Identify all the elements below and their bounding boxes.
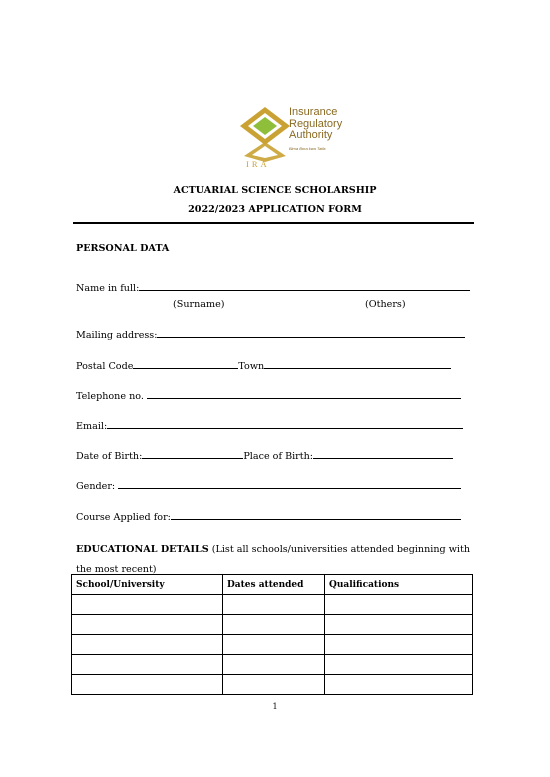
town-label: Town	[238, 361, 265, 372]
name-row	[76, 281, 470, 294]
email-label: Email:	[76, 421, 108, 432]
page-number: 1	[272, 702, 278, 711]
education-table	[71, 574, 473, 695]
school-cell[interactable]	[72, 595, 223, 615]
logo-acronym: IRA	[246, 159, 270, 169]
form-title: ACTUARIAL SCIENCE SCHOLARSHIP	[173, 185, 377, 196]
logo-tagline: Bima Bora kwa Taifa	[289, 146, 326, 151]
qualifications-cell[interactable]	[325, 655, 473, 675]
dates-cell[interactable]	[223, 635, 325, 655]
table-row	[72, 655, 473, 675]
title-rule	[73, 222, 474, 224]
telephone-field[interactable]	[147, 389, 461, 399]
table-row	[72, 595, 473, 615]
dob-label: Date of Birth:	[76, 451, 143, 462]
name-field[interactable]	[139, 281, 470, 291]
gender-row	[76, 479, 461, 492]
logo-name-line2: Regulatory	[289, 117, 343, 130]
telephone-row	[76, 389, 461, 402]
logo-name-line1: Insurance	[289, 106, 338, 118]
course-field[interactable]	[171, 510, 461, 520]
column-school: School/University	[72, 575, 223, 595]
column-dates: Dates attended	[223, 575, 325, 595]
logo-name	[289, 107, 342, 142]
name-label: Name in full:	[76, 283, 140, 294]
birth-row	[76, 449, 453, 462]
surname-label: (Surname)	[173, 299, 225, 310]
dates-cell[interactable]	[223, 595, 325, 615]
qualifications-cell[interactable]	[325, 635, 473, 655]
telephone-label: Telephone no.	[76, 391, 144, 402]
school-cell[interactable]	[72, 615, 223, 635]
mailing-row	[76, 328, 465, 341]
dates-cell[interactable]	[223, 615, 325, 635]
mailing-field[interactable]	[157, 328, 465, 338]
town-field[interactable]	[264, 359, 451, 369]
course-label: Course Applied for:	[76, 512, 171, 523]
table-row	[72, 615, 473, 635]
dates-cell[interactable]	[223, 655, 325, 675]
column-qualifications: Qualifications	[325, 575, 473, 595]
gender-field[interactable]	[118, 479, 461, 489]
postal-field[interactable]	[133, 359, 238, 369]
course-row	[76, 510, 461, 523]
table-row	[72, 635, 473, 655]
qualifications-cell[interactable]	[325, 615, 473, 635]
education-heading: EDUCATIONAL DETAILS	[76, 544, 209, 555]
school-cell[interactable]	[72, 635, 223, 655]
gender-label: Gender:	[76, 481, 116, 492]
education-instruction: (List all schools/universities attended beginning with the most recent)	[76, 544, 471, 575]
postal-label: Postal Code	[76, 361, 134, 372]
table-row	[72, 675, 473, 695]
qualifications-cell[interactable]	[325, 675, 473, 695]
logo-name-line3: Authority	[289, 129, 333, 141]
personal-data-heading: PERSONAL DATA	[76, 243, 170, 254]
email-field[interactable]	[107, 419, 463, 429]
pob-field[interactable]	[313, 449, 453, 459]
qualifications-cell[interactable]	[325, 595, 473, 615]
form-subtitle: 2022/2023 APPLICATION FORM	[188, 204, 362, 215]
dob-field[interactable]	[142, 449, 243, 459]
email-row	[76, 419, 463, 432]
pob-label: Place of Birth:	[243, 451, 314, 462]
mailing-label: Mailing address:	[76, 330, 158, 341]
postal-town-row	[76, 359, 451, 372]
school-cell[interactable]	[72, 675, 223, 695]
education-table-header	[72, 575, 473, 595]
school-cell[interactable]	[72, 655, 223, 675]
dates-cell[interactable]	[223, 675, 325, 695]
others-label: (Others)	[365, 299, 406, 310]
